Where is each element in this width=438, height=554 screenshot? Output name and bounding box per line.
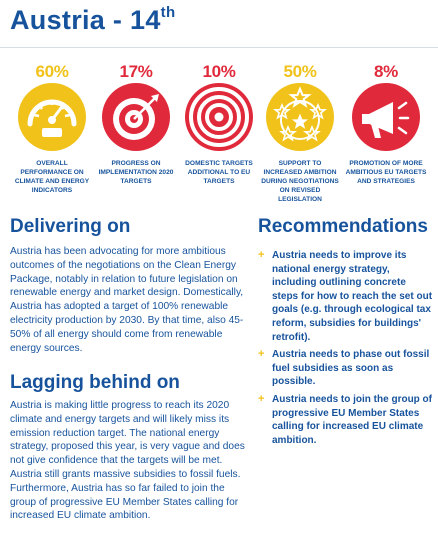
delivering-heading: Delivering on — [10, 216, 131, 237]
recommendation-text: Austria needs to join the group of progressive EU Member States calling for increased EU climate ambition. — [272, 393, 432, 446]
metric-percent: 60% — [35, 62, 69, 81]
concentric-target-icon — [184, 82, 254, 152]
page-title-text: Austria - 14 — [10, 5, 161, 35]
recommendation-text: Austria needs to phase out fossil fuel subsidies as soon as possible. — [272, 349, 430, 388]
page-title — [10, 4, 175, 36]
recommendation-text: Austria needs to improve its national energy strategy, including outlining concrete steps for how to reach the set out goals (e.g. through ecological tax reform, subsidies for buildings' retrofit). — [272, 250, 433, 343]
metric-label: OVERALL PERFORMANCE ON CLIMATE AND ENERGY INDICATORS — [14, 160, 90, 194]
plus-icon: + — [258, 348, 265, 361]
metric-percent: 17% — [119, 62, 153, 81]
list-item — [258, 348, 434, 389]
plus-icon: + — [258, 392, 265, 405]
megaphone-icon — [351, 82, 421, 152]
delivering-text: Austria has been advocating for more ambitious outcomes of the negotiations on the Clean Energy Package, notably in relation to future legislation on renewable energy and market design. Domestically, Austria has adopted a target of 100% renewable electricity production by 2030. By that time, also 45-50% of all energy should come from renewable energy sources. — [10, 246, 244, 354]
recommendations-list — [258, 249, 434, 451]
target-bullseye-icon — [101, 82, 171, 152]
plus-icon: + — [258, 249, 265, 261]
metric-percent: 10% — [202, 62, 236, 81]
metric-percent: 8% — [374, 62, 398, 81]
gauge-icon — [17, 82, 87, 152]
list-item — [258, 249, 434, 344]
metric-percent: 50% — [283, 62, 317, 81]
title-divider — [0, 47, 438, 48]
page-title-suffix: th — [160, 4, 176, 21]
list-item — [258, 393, 434, 447]
lagging-heading: Lagging behind on — [10, 372, 180, 393]
metric-label: SUPPORT TO INCREASED AMBITION DURING NEGOTIATIONS ON REVISED LEGISLATION — [261, 160, 339, 203]
stars-circle-icon — [265, 82, 335, 152]
recommendations-heading: Recommendations — [258, 216, 428, 237]
metric-label: PROGRESS ON IMPLEMENTATION 2020 TARGETS — [98, 160, 174, 185]
lagging-text: Austria is making little progress to reach its 2020 climate and energy targets and will likely miss its emission reduction target. The national energy strategy, proposed this year, is very vague and does not give confidence that the targets will be met. Austria still grants massive subsidies to fossil fuels. Furthermore, Austria has so far failed to join the group of progressive EU Member States calling for increased EU climate ambition. — [10, 400, 245, 522]
metric-label: DOMESTIC TARGETS ADDITIONAL TO EU TARGETS — [185, 160, 253, 185]
metric-label: PROMOTION OF MORE AMBITIOUS EU TARGETS AND STRATEGIES — [345, 160, 427, 185]
